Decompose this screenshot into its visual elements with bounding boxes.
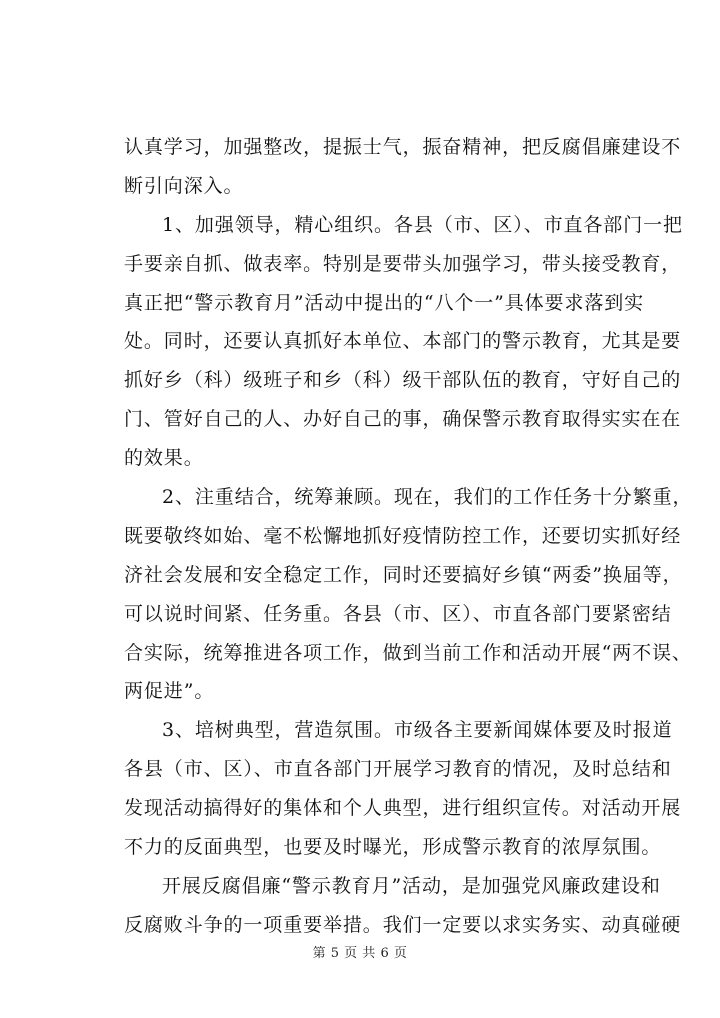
text-line: 真正把“警示教育月”活动中提出的“八个一”具体要求落到实: [124, 291, 645, 314]
text-line: 手要亲自抓、做表率。特别是要带头加强学习，带头接受教育，: [124, 252, 682, 275]
document-body: [124, 128, 693, 945]
text-line: 反腐败斗争的一项重要举措。我们一定要以求实务实、动真碰硬: [124, 913, 682, 936]
text-line: 各县（市、区）、市直各部门开展学习教育的情况，及时总结和: [124, 758, 672, 781]
text-line: 两促进”。: [124, 680, 215, 703]
text-line: 处。同时，还要认真抓好本单位、本部门的警示教育，尤其是要: [124, 330, 682, 353]
text-line: 抓好乡（科）级班子和乡（科）级干部队伍的教育，守好自己的: [124, 369, 682, 392]
text-line: 可以说时间紧、任务重。各县（市、区）、市直各部门要紧密结: [124, 602, 672, 625]
text-line: 济社会发展和安全稳定工作，同时还要搞好乡镇“两委”换届等，: [124, 563, 683, 586]
text-line: 既要敬终如始、毫不松懈地抓好疫情防控工作，还要切实抓好经: [124, 524, 682, 547]
text-line: 不力的反面典型，也要及时曝光，形成警示教育的浓厚氛围。: [124, 836, 662, 859]
text-line: 认真学习，加强整改，提振士气，振奋精神，把反腐倡廉建设不: [124, 136, 682, 158]
paragraph-1-start: 1、加强领导，精心组织。各县（市、区）、市直各部门一把: [162, 213, 683, 236]
text-line: 断引向深入。: [124, 174, 244, 197]
paragraph-3-start: 3、培树典型，营造氛围。市级各主要新闻媒体要及时报道: [162, 719, 673, 742]
page-number-footer: 第 5 页 共 6 页: [312, 946, 408, 961]
paragraph-2-start: 2、注重结合，统筹兼顾。现在，我们的工作任务十分繁重，: [162, 486, 693, 509]
paragraph-4-start: 开展反腐倡廉“警示教育月”活动，是加强党风廉政建设和: [162, 874, 661, 897]
text-line: 的效果。: [124, 447, 204, 470]
text-line: 发现活动搞得好的集体和个人典型，进行组织宣传。对活动开展: [124, 797, 682, 820]
text-line: 合实际，统筹推进各项工作，做到当前工作和活动开展“两不误、: [124, 641, 692, 664]
text-line: 门、管好自己的人、办好自己的事，确保警示教育取得实实在在: [124, 408, 682, 431]
